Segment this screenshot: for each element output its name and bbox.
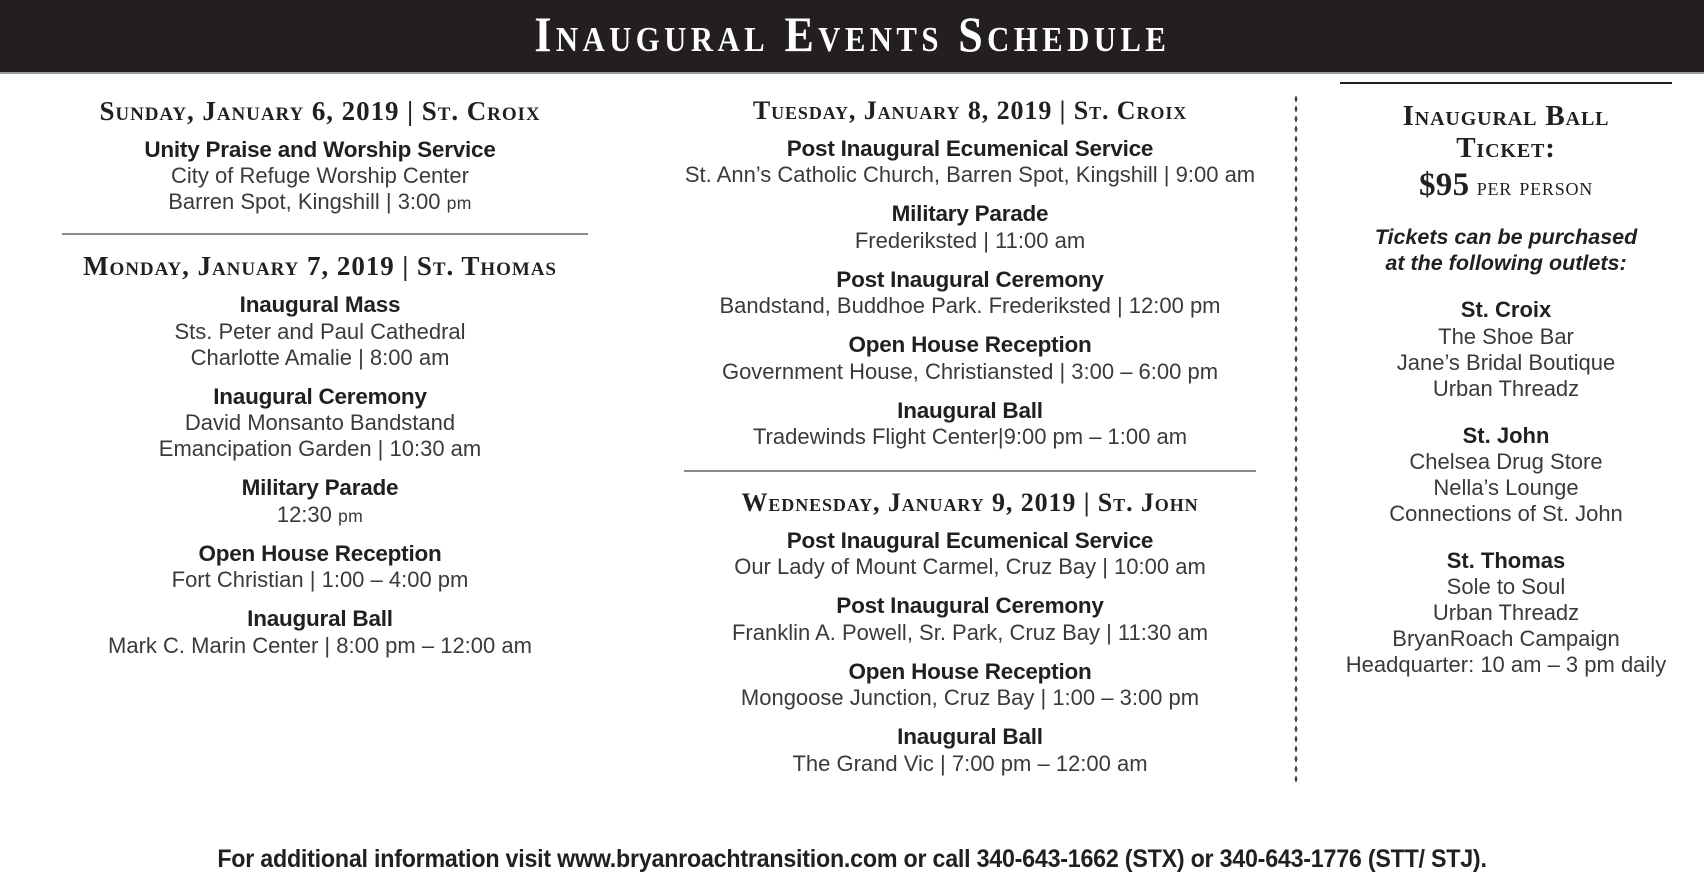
event-title: Military Parade [891,201,1049,227]
event-detail [40,502,600,528]
outlet-list-item: Sole to Soul [1446,574,1566,600]
ball-ticket-heading-line2: Ticket: [1456,132,1556,165]
day-block-monday [40,251,600,658]
page-title: Inaugural Events Schedule [534,6,1170,62]
event-title: Open House Reception [848,658,1092,684]
ticket-price [1330,167,1682,204]
event-title: Inaugural Ceremony [213,383,427,409]
event-title: Military Parade [241,475,399,501]
event-item [40,475,600,528]
event-detail: Tradewinds Flight Center|9:00 pm – 1:00 am [752,424,1188,450]
event-item [650,724,1290,777]
event-detail: Fort Christian | 1:00 – 4:00 pm [171,567,469,593]
outlet-list-item: The Shoe Bar [1438,323,1574,349]
event-title: Post Inaugural Ceremony [836,266,1104,292]
event-detail: City of Refuge Worship Center [171,163,469,189]
event-item [40,606,600,659]
event-title: Open House Reception [848,332,1092,358]
event-item [40,384,600,462]
event-item [650,593,1290,646]
event-detail: Sts. Peter and Paul Cathedral [174,318,466,344]
event-meridiem: pm [338,505,364,526]
event-item [650,528,1290,581]
date-heading: Tuesday, January 8, 2019 | St. Croix [752,96,1188,125]
ticket-price-amount: $95 [1418,166,1470,203]
event-detail-text: 12:30 [276,501,338,527]
date-heading: Wednesday, January 9, 2019 | St. John [741,488,1199,518]
ticket-note-line2: at the following outlets: [1385,251,1627,276]
event-detail: St. Ann’s Catholic Church, Barren Spot, Kingshill | 9:00 am [684,162,1256,188]
event-title: Post Inaugural Ecumenical Service [786,135,1154,161]
outlet-group-st-croix [1330,297,1682,401]
event-item [650,201,1290,254]
event-item [40,541,600,594]
outlet-list-item: Nella’s Lounge [1433,474,1579,500]
outlet-place-name: St. Croix [1460,297,1552,323]
event-detail: Frederiksted | 11:00 am [854,227,1086,253]
ticket-purchase-note [1330,224,1682,276]
outlet-list-item: Jane’s Bridal Boutique [1396,349,1616,375]
event-detail-text: Barren Spot, Kingshill | 3:00 [168,189,447,215]
day-block-wednesday [650,488,1290,777]
event-title: Post Inaugural Ceremony [836,593,1104,619]
outlet-list-item: BryanRoach Campaign [1392,626,1620,652]
date-heading: Monday, January 7, 2019 | St. Thomas [83,251,557,282]
day-block-sunday [40,96,600,215]
ticket-top-rule [1340,82,1672,84]
outlet-list-item: Urban Threadz [1432,375,1580,401]
column-middle [640,74,1300,777]
event-detail: The Grand Vic | 7:00 pm – 12:00 am [792,750,1148,776]
column-right-ticket-info [1300,74,1704,678]
event-meridiem: pm [446,193,472,214]
outlet-list-item: Connections of St. John [1389,500,1623,526]
event-title: Post Inaugural Ecumenical Service [786,527,1154,553]
event-detail: Charlotte Amalie | 8:00 am [190,344,450,370]
schedule-sheet [0,74,1704,884]
event-item [650,332,1290,385]
event-detail: David Monsanto Bandstand [184,410,456,436]
event-item [40,137,600,215]
section-divider-rule [62,233,588,235]
event-detail: Mark C. Marin Center | 8:00 pm – 12:00 am [108,632,532,658]
vertical-dotted-divider [1294,94,1298,784]
event-detail: Government House, Christiansted | 3:00 – 6:00 pm [721,358,1219,384]
date-heading: Sunday, January 6, 2019 | St. Croix [99,96,541,126]
event-title: Inaugural Ball [247,606,393,632]
ticket-note-line1: Tickets can be purchased [1374,224,1638,249]
footer-contact-info: For additional information visit www.bryanroachtransition.com or call 340-643-1662 (STX) or 340-643-1776 (STT/ STJ). [217,845,1487,873]
section-divider-rule [684,470,1256,472]
schedule-columns [0,74,1704,777]
outlet-group-st-thomas [1330,548,1682,678]
event-title: Inaugural Ball [897,397,1043,423]
outlet-place-name: St. Thomas [1446,547,1566,573]
outlet-list-item: Headquarter: 10 am – 3 pm daily [1345,652,1667,678]
page-header-band [0,0,1704,74]
event-item [650,267,1290,320]
event-title: Inaugural Ball [897,724,1043,750]
event-detail: Emancipation Garden | 10:30 am [158,436,482,462]
event-detail: Mongoose Junction, Cruz Bay | 1:00 – 3:00 pm [740,685,1200,711]
event-item [40,292,600,370]
event-detail [40,189,600,215]
event-item [650,136,1290,189]
event-detail: Bandstand, Buddhoe Park. Frederiksted | 12:00 pm [719,293,1221,319]
ball-ticket-heading-line1: Inaugural Ball [1402,100,1610,132]
event-detail: Our Lady of Mount Carmel, Cruz Bay | 10:00 am [734,554,1206,580]
column-left [0,74,640,659]
event-detail: Franklin A. Powell, Sr. Park, Cruz Bay | 11:30 am [731,619,1209,645]
day-block-tuesday [650,96,1290,450]
outlet-group-st-john [1330,423,1682,527]
ticket-price-unit: per person [1469,171,1594,201]
outlet-list-item: Urban Threadz [1432,600,1580,626]
outlet-place-name: St. John [1462,422,1550,448]
event-title: Open House Reception [198,540,442,566]
event-item [650,398,1290,451]
event-title: Inaugural Mass [239,292,401,318]
outlet-list-item: Chelsea Drug Store [1409,448,1603,474]
event-title: Unity Praise and Worship Service [144,136,496,162]
event-item [650,659,1290,712]
